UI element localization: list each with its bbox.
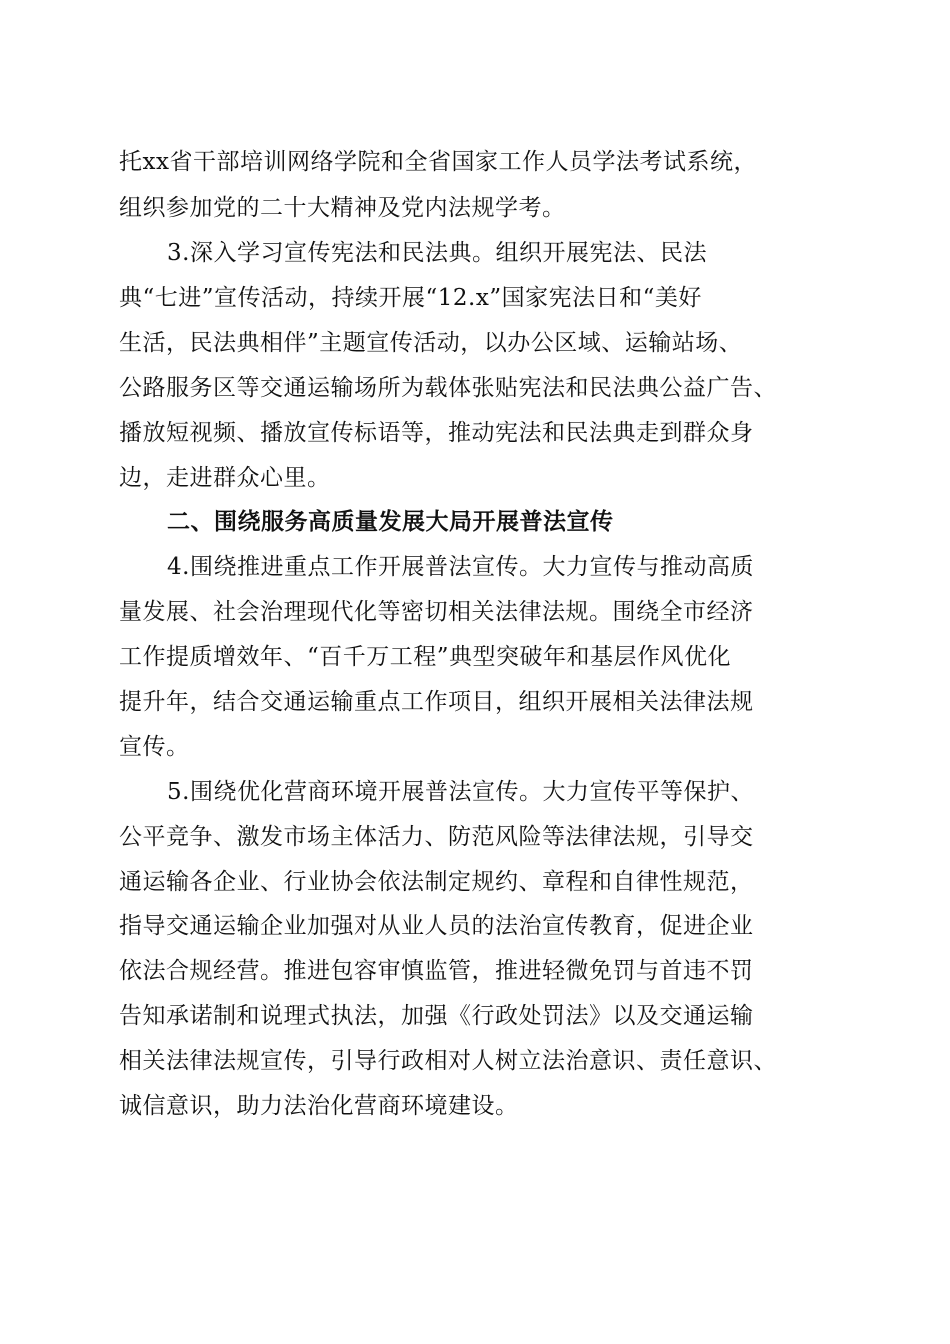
text-line: 组织参加党的二十大精神及党内法规学考。 — [119, 195, 566, 221]
text-line: 典“七进”宣传活动，持续开展“12.x”国家宪法日和“美好 — [119, 285, 702, 311]
text-line: 告知承诺制和说理式执法，加强《行政处罚法》以及交通运输 — [119, 1003, 754, 1029]
text-line: 工作提质增效年、“百千万工程”典型突破年和基层作风优化 — [119, 644, 732, 670]
text-line: 依法合规经营。推进包容审慎监管，推进轻微免罚与首违不罚 — [119, 958, 754, 984]
text-line: 量发展、社会治理现代化等密切相关法律法规。围绕全市经济 — [119, 599, 754, 625]
paragraph-start-3: 3.深入学习宣传宪法和民法典。组织开展宪法、民法 — [167, 240, 707, 266]
text-line: 相关法律法规宣传，引导行政相对人树立法治意识、责任意识、 — [119, 1048, 777, 1074]
section-heading: 二、围绕服务高质量发展大局开展普法宣传 — [167, 509, 614, 535]
text-line: 公路服务区等交通运输场所为载体张贴宪法和民法典公益广告、 — [119, 375, 777, 401]
text-line: 播放短视频、播放宣传标语等，推动宪法和民法典走到群众身 — [119, 420, 754, 446]
paragraph-start-5: 5.围绕优化营商环境开展普法宣传。大力宣传平等保护、 — [167, 779, 754, 805]
text-line: 指导交通运输企业加强对从业人员的法治宣传教育，促进企业 — [119, 913, 754, 939]
text-line: 通运输各企业、行业协会依法制定规约、章程和自律性规范， — [119, 869, 754, 895]
text-line: 生活，民法典相伴”主题宣传活动，以办公区域、运输站场、 — [119, 330, 743, 356]
text-line: 提升年，结合交通运输重点工作项目，组织开展相关法律法规 — [119, 689, 754, 715]
text-line: 诚信意识，助力法治化营商环境建设。 — [119, 1093, 519, 1119]
text-line: 宣传。 — [119, 734, 190, 760]
paragraph-start-4: 4.围绕推进重点工作开展普法宣传。大力宣传与推动高质 — [167, 554, 754, 580]
text-line: 边，走进群众心里。 — [119, 465, 331, 491]
text-line: 托xx省干部培训网络学院和全省国家工作人员学法考试系统， — [119, 149, 757, 175]
text-line: 公平竞争、激发市场主体活力、防范风险等法律法规，引导交 — [119, 824, 754, 850]
